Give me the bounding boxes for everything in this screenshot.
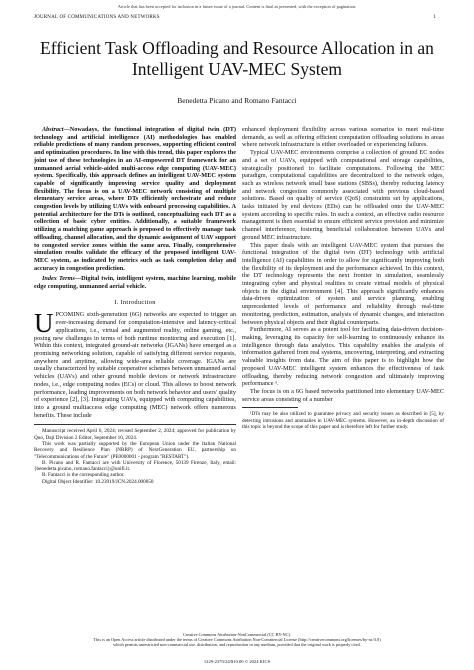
- index-terms-lead: Index Terms: [42, 275, 75, 283]
- author-line: Benedetta Picano and Romano Fantacci: [177, 96, 297, 105]
- license-line-3: which permits unrestricted non-commercial use, distribution, and reproduction in any medium, provided that the original work is properly cited.: [113, 642, 361, 648]
- intro-paragraph: [34, 308, 236, 419]
- manuscript-dates: Manuscript received April 6, 2024; revised September 2, 2024; approved for publication by Quo, Daji Division 2 Editor, September 10, 2024.: [34, 428, 236, 441]
- right-paragraph-4: The focus is on a 6G based networks partitioned into elementary UAV-MEC service areas consisting of a number: [242, 387, 444, 403]
- license-line-2: This is an Open Access article distributed under the terms of Creative Commons Attribution Non-Commercial License (http://creativecommons.org/licenses/by-nc/3.0): [93, 637, 381, 643]
- funding-note: This work was partially supported by the European Union under the Italian National Recovery and Resilience Plan (NRRP) of NextGeneration EU, partnership on "Telecommunications of the Future" (PE0000001 - program "RESTART").: [34, 440, 236, 460]
- corresponding-note: R. Fantacci is the corresponding author.: [42, 472, 125, 479]
- intro-text: sixth-generation (6G) networks are expected to trigger an ever-increasing demand for computation-intensive and latency-critical applications, i.e., virtual and augmented reality, online gaming, etc., posing new challenges in terms of both runtime monitoring and execution [1]. Within this context, integrated ground-air networks (IGANs) have emerged as a promising networking solution, capable of satisfying different service requests, anywhere and anytime, allowing wide-area reliable coverage. IGANs are usually characterized by suitable cooperative schemes between unmanned aerial vehicles (UAVs) and other ground mobile devices or network infrastructure nodes, i.e., edge computing nodes (ECs) or cloud. This allows to boost network performance, leading improvements on both network behavior and users' quality of experience [2], [3]. Integrating UAVs, equipped with computing capabilities, into a ground multiaccess edge computing (MEC) network offers numerous benefits. These include: [34, 311, 236, 419]
- right-paragraph-1: Typical UAV-MEC environments comprise a collection of ground EC nodes and a set of UAVs, equipped with computational and storage capabilities, strategically positioned to facilitate computations. Following the MEC paradigm, computational capabilities are decentralized to the network edges, such as wireless network small base stations (SBSs), thereby reducing latency and network congestion commonly associated with previous cloud-based solutions. Based on quality of service (QoS) constraints set by applications, tasks initiated by end devices (EDs) can be offloaded onto the UAV-MEC system according to specific rules. In such a context, an effective radio resource management is then essential to ensure efficient service provision and minimize channel interference, fostering beneficial collaboration between UAVs and ground MEC infrastructure.: [242, 149, 444, 241]
- index-terms: [34, 275, 236, 290]
- drop-cap: U: [34, 308, 54, 339]
- affiliation-note: B. Picano and R. Fantacci are with University of Florence, 50139 Firenze, Italy, email: {benedetta.picano, romano.fantacci}@unifi.it.: [34, 459, 236, 473]
- abstract-text: —Nowadays, the functional integration of digital twin (DT) technology and artificial intelligence (AI) methodologies has enabled reliable predictions of many random processes, supporting efficient control and optimization procedures. In line with this trend, this paper explores the joint use of these technologies in an AI-empowered DT framework for an unmanned aerial vehicle-aided multi-access edge computing (UAV-MEC) system. Specifically, this approach defines an intelligent UAV-MEC system capable of significantly improving service quality and deployment flexibility. The focus is on a UAV-MEC network consisting of multiple elementary service areas, where DTs efficiently orchestrate and reduce congestion levels by utilizing UAVs with onboard processing capabilities. A potential architecture for the DTs is outlined, conceptualizing each DT as a collection of basic cyber entities. Additionally, a suitable framework utilizing a matching game approach is proposed to effectively manage task offloading, channel allocation, and the dynamic assignment of UAV support to congested service zones within the same area. Finally, comprehensive simulation results validate the efficacy of the proposed intelligent UAV-MEC system, as indicated by metrics such as task completion delay and accuracy in congestion prediction.: [34, 126, 236, 272]
- left-column: [34, 126, 236, 485]
- index-terms-text: —Digital twin, intelligent system, machine learning, mobile edge computing, unmanned aerial vehicle.: [34, 275, 236, 291]
- right-column: [242, 126, 444, 430]
- footnote-1: ¹DTs may be also utilized to guarantee privacy and security issues as described in [5], by detecting intrusions and anomalies in UAV-MEC systems. However, an in-depth discussion of this topic is beyond the scope of this paper and is therefore left for further study.: [242, 411, 444, 430]
- front-footnotes: [34, 424, 236, 485]
- issn-line: 1229-2370/24/$10.00 © 2024 KICS: [203, 659, 271, 664]
- right-paragraph-3: Furthermore, AI serves as a potent tool for facilitating data-driven decision-making, leveraging its capacity for self-learning to continuously enhance its intelligence through data analytics. This capability enables the analysis of information gathered from real systems, uncovering, interpreting, and extracting valuable insights from data. The aim of this paper is to highlight how the proposed UAV-MEC intelligent system enhances the effectiveness of task offloading, thereby reducing network congestion and ultimately improving performance ¹.: [242, 326, 444, 388]
- intro-first-word: PCOMING: [55, 311, 85, 319]
- footnote-rule: [242, 407, 298, 408]
- section-heading-introduction: I. Introduction: [114, 298, 156, 306]
- abstract-lead: Abstract: [42, 126, 64, 133]
- journal-running-header: JOURNAL OF COMMUNICATIONS AND NETWORKS: [34, 15, 160, 20]
- doi-note: Digital Object Identifier: 10.23919/JCN.2024.000050: [42, 478, 154, 485]
- abstract: [34, 126, 236, 272]
- acceptance-notice: Article that has been accepted for inclusion in a future issue of a journal. Content is final as presented, with the exception of pagination.: [117, 4, 357, 9]
- paper-title: Efficient Task Offloading and Resource Allocation in an Intelligent UAV-MEC System: [40, 38, 434, 79]
- right-paragraph-0: enhanced deployment flexibility across various scenarios to meet real-time demands, as well as offering efficient computation offloading solutions in areas where network infrastructure is either overloaded or experiencing failures.: [242, 126, 444, 149]
- page-number: 1: [433, 15, 436, 20]
- license-line-1: Creative Commons Attribution-NonCommercial (CC BY-NC).: [182, 632, 291, 637]
- right-paragraph-2: This paper deals with an intelligent UAV-MEC system that pursues the functional integration of the digital twin (DT) technology with artificial intelligence (AI) capabilities in order to allow for significantly improving both the flexibility of its deployment and the performance achieved. In this context, the DT technology represents the next frontier in simulation, seamlessly integrating cyber and physical realities to create virtual models of physical objects in the digital environment [4]. This approach significantly enhances data-driven optimization of system and service planning, enabling unprecedented levels of performance and reliability through real-time monitoring, prediction, estimation, analysis of dynamic changes, and interaction between physical objects and their digital counterparts.: [242, 241, 444, 326]
- license-block: [0, 632, 474, 648]
